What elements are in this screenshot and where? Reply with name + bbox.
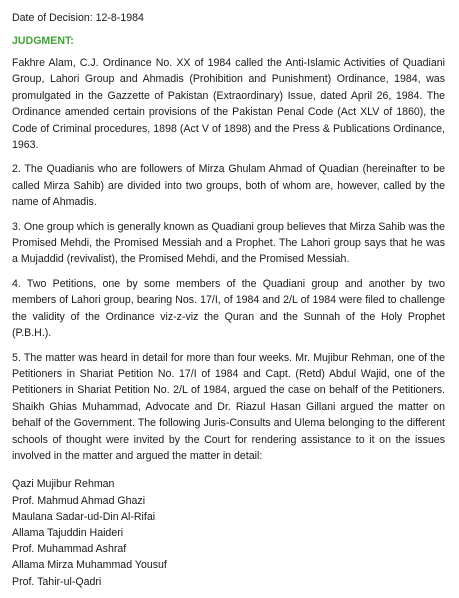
list-item: Prof. Tahir-ul-Qadri	[12, 575, 102, 588]
list-item: Prof. Mahmud Ahmad Ghazi	[12, 494, 146, 507]
list-item: Prof. Muhammad Ashraf	[12, 543, 127, 556]
paragraph-2: 2. The Quadianis who are followers of Mirza Ghulam Ahmad of Quadian (hereinafter to be called Mirza Sahib) are divided into two groups, both of whom are, however, called by the name of Ahmadis.	[12, 163, 445, 209]
paragraph-4: 4. Two Petitions, one by some members of the Quadiani group and another by two members of Lahori group, bearing Nos. 17/I, of 1984 and 2/L of 1984 were filed to challenge the validity of the Ordinance viz-z-viz the Quran and the Sunnah of the Holy Prophet (P.B.H.).	[12, 277, 445, 340]
paragraph-1: Fakhre Alam, C.J. Ordinance No. XX of 1984 called the Anti-Islamic Activities of Quadiani Group, Lahori Group and Ahmadis (Prohibition and Punishment) Ordinance, 1984, was promulgated in the Gazzette of Pakistan (Extraordinary) Issue, dated April 26, 1984. The Ordinance amended certain provisions of the Pakistan Penal Code (Act XLV of 1860), the Code of Criminal procedures, 1898 (Act V of 1898) and the Press & Publications Ordinance, 1963.	[12, 57, 445, 152]
list-item: Maulana Sadar-ud-Din Al-Rifai	[12, 510, 156, 523]
judgment-heading: JUDGMENT:	[12, 35, 74, 47]
jurist-name-list	[12, 476, 445, 589]
list-item: Allama Mirza Muhammad Yousuf	[12, 559, 167, 572]
paragraph-3: 3. One group which is generally known as Quadiani group believes that Mirza Sahib was the Promised Mehdi, the Promised Messiah and a Prophet. The Lahori group says that he was a Mujaddid (revivalist), the Promised Mehdi, and the Promised Messiah.	[12, 220, 445, 266]
list-item: Qazi Mujibur Rehman	[12, 478, 115, 491]
judgment-document	[12, 10, 445, 590]
decision-date: Date of Decision: 12-8-1984	[12, 12, 144, 24]
paragraph-5: 5. The matter was heard in detail for more than four weeks. Mr. Mujibur Rehman, one of the Petitioners in Shariat Petition No. 17/I of 1984 and Capt. (Retd) Abdul Wajid, one of the Petitioners in Shariat Petition No. 2/L of 1984, argued the case on behalf of the Petitioners. Shaikh Ghias Muhammad, Advocate and Dr. Riazul Hasan Gillani argued the matter on behalf of the Government. The following Juris-Consults and Ulema belonging to the different schools of thought were invited by the Court for rendering assistance to it on the issues involved in the matter and argued the matter in detail:	[12, 351, 445, 462]
list-item: Allama Tajuddin Haideri	[12, 526, 124, 539]
